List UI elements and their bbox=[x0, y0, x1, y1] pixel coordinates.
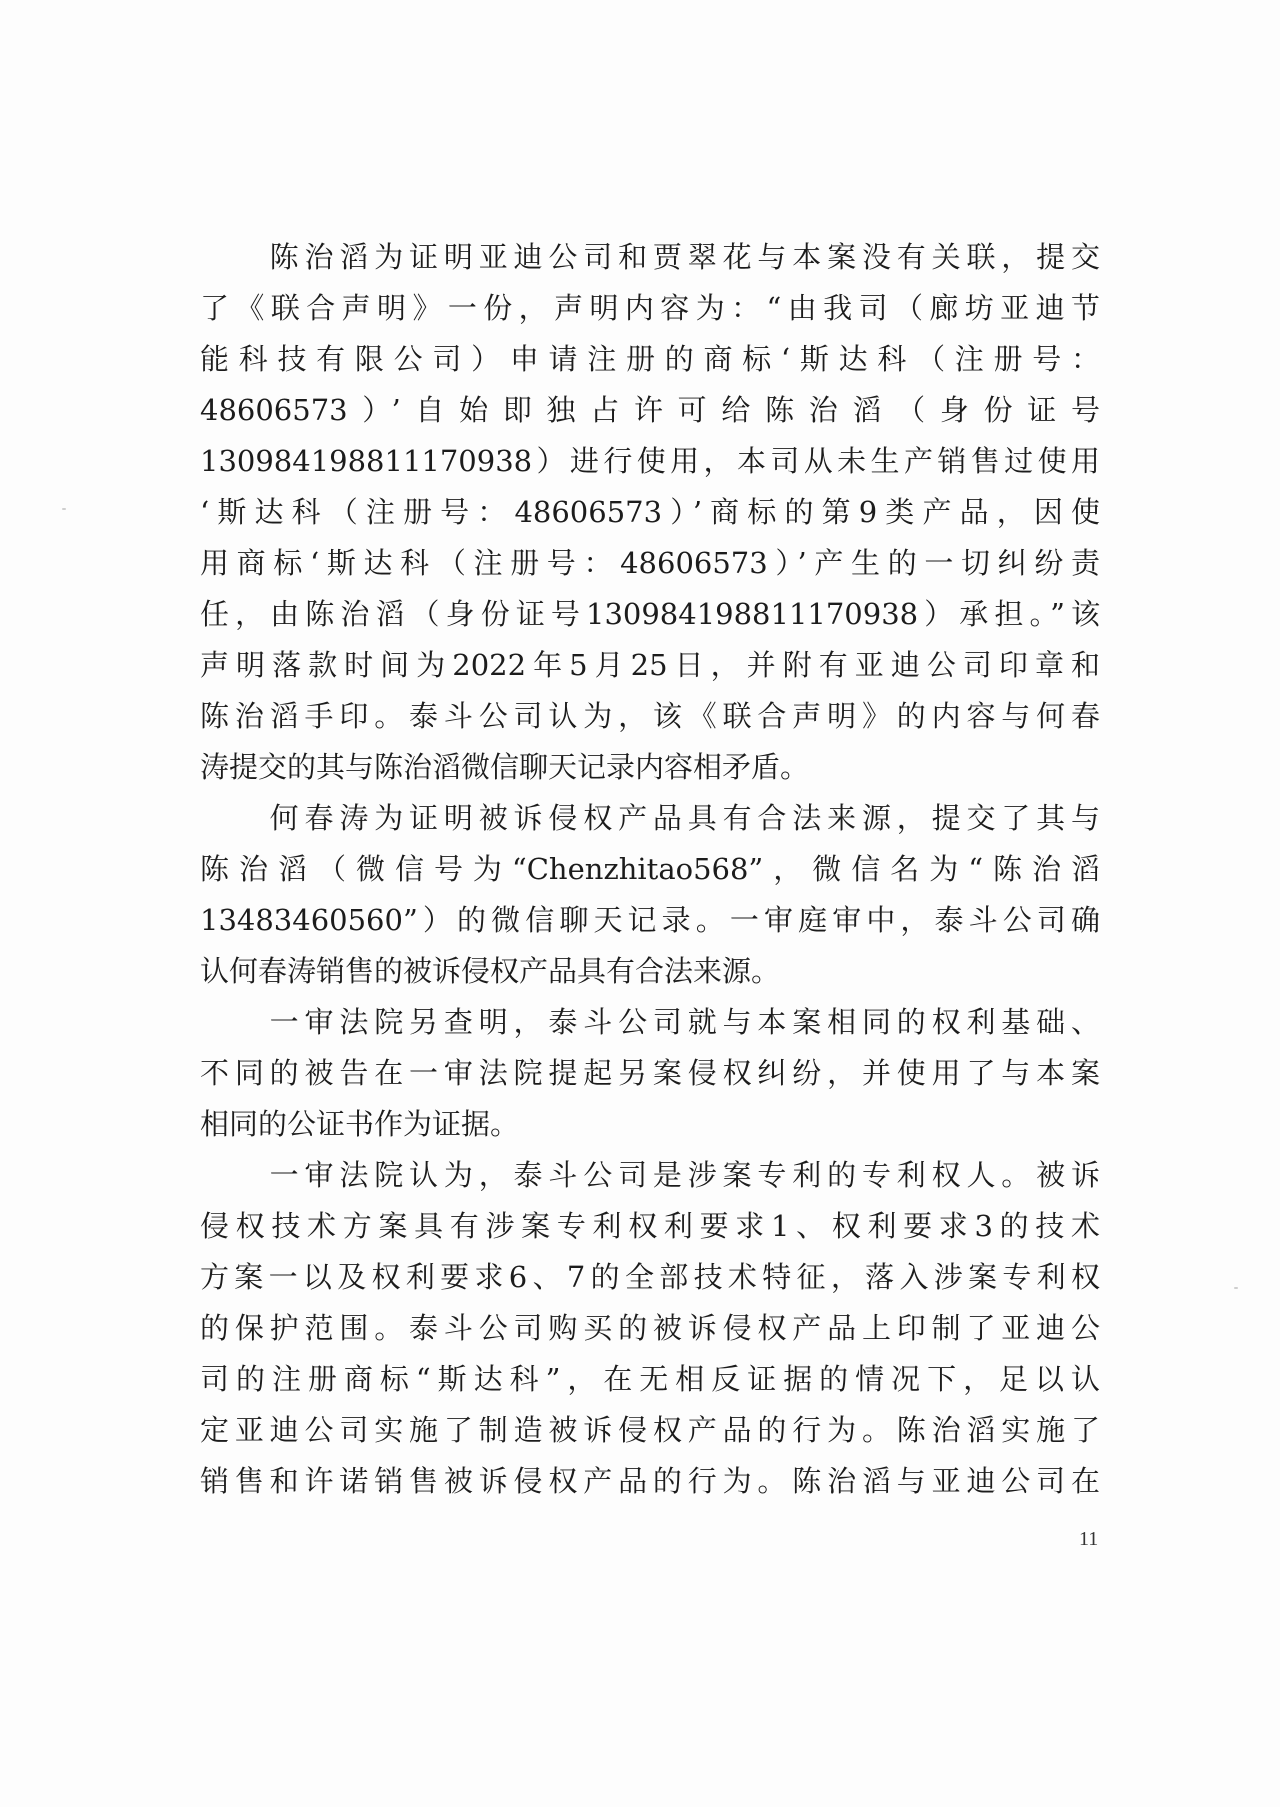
text-line: 认何春涛销售的被诉侵权产品具有合法来源。 bbox=[200, 954, 781, 988]
text-line: 侵权技术方案具有涉案专利权利要求1、权利要求3的技术 bbox=[200, 1209, 1100, 1243]
text-line: 13483460560”）的微信聊天记录。一审庭审中，泰斗公司确 bbox=[200, 903, 1100, 937]
text-line: 涛提交的其与陈治滔微信聊天记录内容相矛盾。 bbox=[200, 750, 810, 784]
scan-speck bbox=[62, 508, 66, 510]
text-line: 130984198811170938）进行使用，本司从未生产销售过使用 bbox=[200, 444, 1100, 478]
text-line: 陈治滔为证明亚迪公司和贾翠花与本案没有关联，提交 bbox=[200, 240, 1100, 274]
scan-speck bbox=[1234, 1287, 1238, 1289]
text-line: 定亚迪公司实施了制造被诉侵权产品的行为。陈治滔实施了 bbox=[200, 1413, 1100, 1447]
page-number: 11 bbox=[1079, 1528, 1099, 1550]
text-line: 相同的公证书作为证据。 bbox=[200, 1107, 520, 1141]
text-line: 司的注册商标“斯达科”，在无相反证据的情况下，足以认 bbox=[200, 1362, 1100, 1396]
text-line: 任，由陈治滔（身份证号130984198811170938）承担。”该 bbox=[200, 597, 1100, 631]
text-line: 用商标‘斯达科（注册号：48606573）’产生的一切纠纷责 bbox=[200, 546, 1100, 580]
text-line: 一审法院认为，泰斗公司是涉案专利的专利权人。被诉 bbox=[200, 1158, 1100, 1192]
text-line: 声明落款时间为2022年5月25日，并附有亚迪公司印章和 bbox=[200, 648, 1100, 682]
text-line: ‘斯达科（注册号：48606573）’商标的第9类产品，因使 bbox=[200, 495, 1100, 529]
text-line: 能科技有限公司）申请注册的商标‘斯达科（注册号： bbox=[200, 342, 1100, 376]
text-line: 的保护范围。泰斗公司购买的被诉侵权产品上印制了亚迪公 bbox=[200, 1311, 1100, 1345]
text-line: 48606573）’自始即独占许可给陈治滔（身份证号 bbox=[200, 393, 1100, 427]
text-line: 何春涛为证明被诉侵权产品具有合法来源，提交了其与 bbox=[200, 801, 1100, 835]
body-text bbox=[200, 232, 1100, 1507]
text-line: 方案一以及权利要求6、7的全部技术特征，落入涉案专利权 bbox=[200, 1260, 1100, 1294]
text-line: 销售和许诺销售被诉侵权产品的行为。陈治滔与亚迪公司在 bbox=[200, 1464, 1100, 1498]
text-line: 了《联合声明》一份，声明内容为：“由我司（廊坊亚迪节 bbox=[200, 291, 1100, 325]
text-line: 一审法院另查明，泰斗公司就与本案相同的权利基础、 bbox=[200, 1005, 1100, 1039]
text-line: 不同的被告在一审法院提起另案侵权纠纷，并使用了与本案 bbox=[200, 1056, 1100, 1090]
text-line: 陈治滔（微信号为“Chenzhitao568”，微信名为“陈治滔 bbox=[200, 852, 1100, 886]
text-line: 陈治滔手印。泰斗公司认为，该《联合声明》的内容与何春 bbox=[200, 699, 1100, 733]
